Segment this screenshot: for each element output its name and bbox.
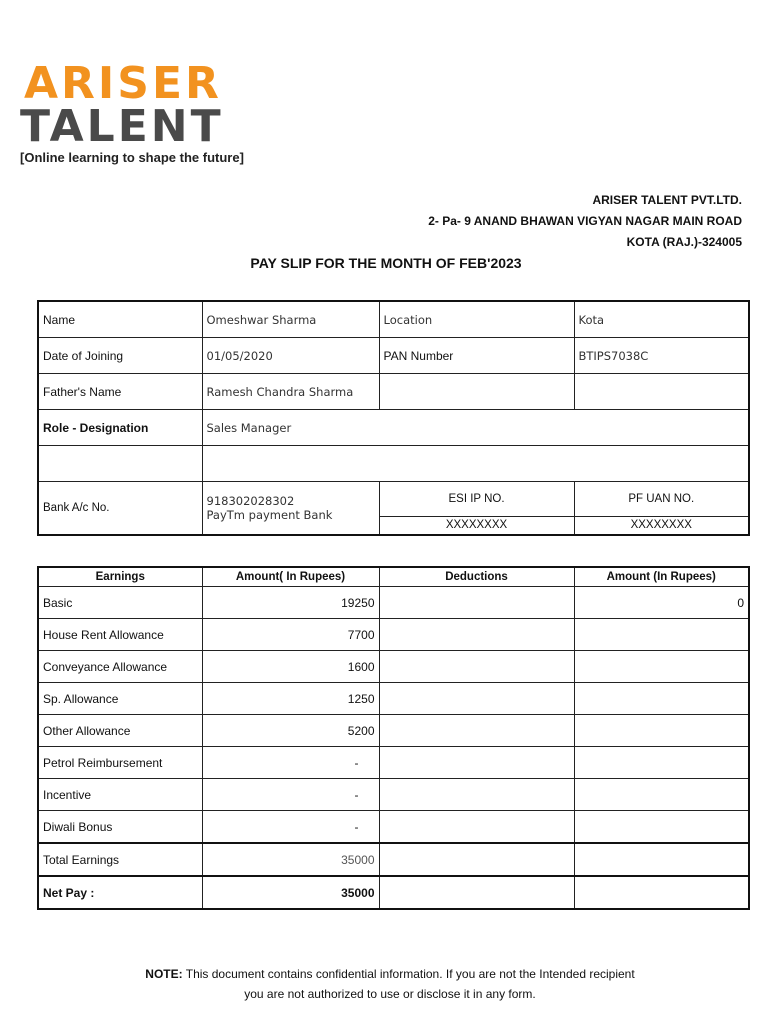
info-row-bank-header: [38, 482, 749, 517]
logo-tagline: [Online learning to shape the future]: [20, 150, 244, 165]
table-row: [38, 779, 749, 811]
empty-cell: [379, 876, 574, 909]
note-line-2: you are not authorized to use or disclose it in any form.: [244, 987, 536, 1001]
father-value: Ramesh Chandra Sharma: [202, 374, 379, 410]
deductions-header: Deductions: [379, 567, 574, 587]
table-row: [38, 587, 749, 619]
logo-line-1: ARISER: [24, 58, 222, 109]
deduction-amount: [574, 779, 749, 811]
earning-label: Basic: [38, 587, 202, 619]
info-row-role: [38, 410, 749, 446]
empty-cell: [202, 446, 749, 482]
empty-cell: [379, 374, 574, 410]
deduction-label: [379, 747, 574, 779]
earning-label: Incentive: [38, 779, 202, 811]
empty-cell: [574, 876, 749, 909]
pan-label: PAN Number: [379, 338, 574, 374]
logo-line-2: TALENT: [20, 101, 224, 152]
table-row: [38, 619, 749, 651]
deduction-label: [379, 811, 574, 844]
deduction-label: [379, 619, 574, 651]
deduction-label: [379, 715, 574, 747]
esi-value: XXXXXXXX: [379, 516, 574, 535]
pay-header-row: [38, 567, 749, 587]
earning-amount: 19250: [202, 587, 379, 619]
deduction-amount: [574, 715, 749, 747]
earnings-header: Earnings: [38, 567, 202, 587]
doj-value: 01/05/2020: [202, 338, 379, 374]
empty-cell: [379, 843, 574, 876]
deduction-label: [379, 779, 574, 811]
earning-amount: 1600: [202, 651, 379, 683]
total-earnings-value: 35000: [202, 843, 379, 876]
role-value: Sales Manager: [202, 410, 749, 446]
location-value: Kota: [574, 301, 749, 338]
company-name: ARISER TALENT PVT.LTD.: [592, 193, 742, 207]
table-row: [38, 747, 749, 779]
esi-label: ESI IP NO.: [379, 482, 574, 517]
info-row-name: [38, 301, 749, 338]
earning-label: House Rent Allowance: [38, 619, 202, 651]
table-row: [38, 811, 749, 844]
earnings-deductions-table: [37, 566, 750, 910]
pf-value: XXXXXXXX: [574, 516, 749, 535]
deduction-amount: [574, 651, 749, 683]
confidentiality-note: [0, 964, 768, 1004]
deduction-label: [379, 651, 574, 683]
deductions-amount-header: Amount (In Rupees): [574, 567, 749, 587]
location-label: Location: [379, 301, 574, 338]
earnings-amount-header: Amount( In Rupees): [202, 567, 379, 587]
payslip-title: PAY SLIP FOR THE MONTH OF FEB'2023: [250, 255, 522, 271]
bank-name: PayTm payment Bank: [206, 508, 333, 522]
deduction-amount: 0: [574, 587, 749, 619]
earning-label: Petrol Reimbursement: [38, 747, 202, 779]
pf-label: PF UAN NO.: [574, 482, 749, 517]
earning-amount: 1250: [202, 683, 379, 715]
earning-amount: 7700: [202, 619, 379, 651]
total-earnings-row: [38, 843, 749, 876]
note-line-1: [0, 964, 768, 984]
deduction-amount: [574, 811, 749, 844]
name-label: Name: [38, 301, 202, 338]
company-logo: [20, 58, 280, 165]
table-row: [38, 651, 749, 683]
earning-amount: -: [202, 747, 379, 779]
employee-info-table: [37, 300, 750, 536]
bank-details: [202, 482, 379, 536]
earning-amount: 5200: [202, 715, 379, 747]
bank-account-number: 918302028302: [206, 494, 295, 508]
info-row-father: [38, 374, 749, 410]
earning-amount: -: [202, 811, 379, 844]
deduction-amount: [574, 747, 749, 779]
earning-amount: -: [202, 779, 379, 811]
note-text-1: This document contains confidential information. If you are not the Intended recipient: [182, 967, 635, 981]
earning-label: Diwali Bonus: [38, 811, 202, 844]
earning-label: Other Allowance: [38, 715, 202, 747]
pan-value: BTIPS7038C: [574, 338, 749, 374]
deduction-label: [379, 587, 574, 619]
earning-label: Sp. Allowance: [38, 683, 202, 715]
net-pay-label: Net Pay :: [38, 876, 202, 909]
info-row-blank: [38, 446, 749, 482]
net-pay-value: 35000: [202, 876, 379, 909]
role-label: Role - Designation: [38, 410, 202, 446]
company-address-block: [428, 190, 742, 253]
table-row: [38, 683, 749, 715]
net-pay-row: [38, 876, 749, 909]
empty-cell: [574, 843, 749, 876]
company-address-line-1: 2- Pa- 9 ANAND BHAWAN VIGYAN NAGAR MAIN ROAD: [428, 214, 742, 228]
earning-label: Conveyance Allowance: [38, 651, 202, 683]
empty-cell: [38, 446, 202, 482]
father-label: Father's Name: [38, 374, 202, 410]
deduction-amount: [574, 683, 749, 715]
name-value: Omeshwar Sharma: [202, 301, 379, 338]
total-earnings-label: Total Earnings: [38, 843, 202, 876]
table-row: [38, 715, 749, 747]
deduction-label: [379, 683, 574, 715]
deduction-amount: [574, 619, 749, 651]
info-row-doj: [38, 338, 749, 374]
company-address-line-2: KOTA (RAJ.)-324005: [626, 235, 742, 249]
doj-label: Date of Joining: [38, 338, 202, 374]
bank-label: Bank A/c No.: [38, 482, 202, 536]
empty-cell: [574, 374, 749, 410]
note-prefix: NOTE:: [145, 967, 183, 981]
